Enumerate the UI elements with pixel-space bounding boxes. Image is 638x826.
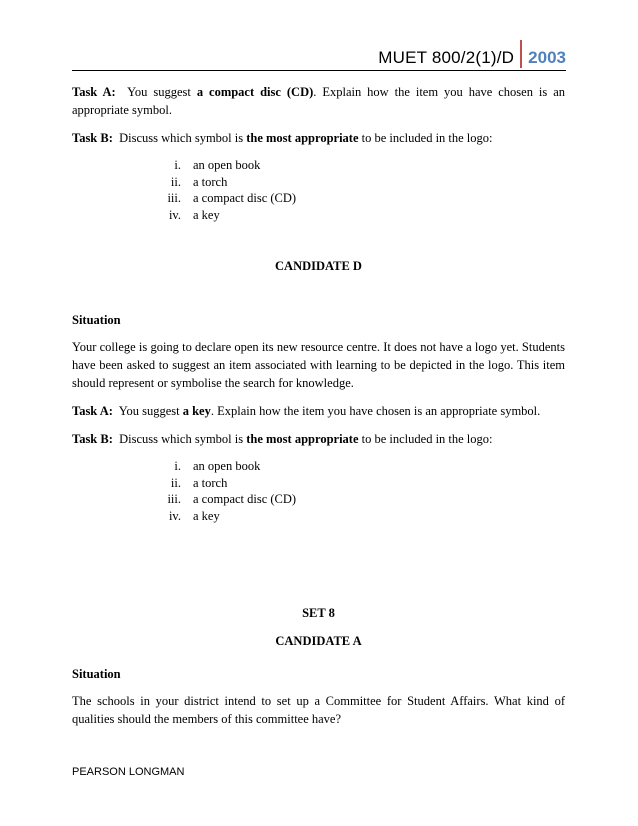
task-b-paragraph: Task B: Discuss which symbol is the most appropriate to be included in the logo: — [72, 131, 493, 145]
list-item: iv. a key — [168, 508, 220, 523]
set-heading: SET 8 — [302, 606, 335, 620]
page-header — [378, 40, 566, 68]
task-a-paragraph: Task A: You suggest a key. Explain how the item you have chosen is an appropriate symbol. — [72, 404, 541, 418]
exam-year: 2003 — [528, 48, 566, 67]
task-a-paragraph: Task A: You suggest a compact disc (CD). Explain how the item you have chosen is an appropriate symbol. — [72, 85, 565, 117]
task-b-paragraph: Task B: Discuss which symbol is the most appropriate to be included in the logo: — [72, 432, 493, 446]
list-item: i. an open book — [174, 459, 261, 473]
list-item: ii. a torch — [170, 174, 228, 189]
situation-label: Situation — [72, 667, 121, 681]
symbol-list — [72, 157, 565, 223]
candidate-a-heading: CANDIDATE A — [275, 634, 362, 648]
list-item: i. an open book — [174, 158, 261, 172]
page-content — [72, 83, 565, 728]
list-item: iv. a key — [168, 207, 220, 222]
header-rule — [72, 70, 566, 71]
situation-text: The schools in your district intend to set up a Committee for Student Affairs. What kind of qualities should the members of this committee have? — [72, 694, 565, 726]
list-item: iii. a compact disc (CD) — [167, 191, 297, 205]
list-item: ii. a torch — [170, 475, 228, 490]
exam-code: MUET 800/2(1)/D — [378, 48, 515, 67]
symbol-list — [72, 458, 565, 524]
situation-label: Situation — [72, 313, 121, 327]
page-footer: PEARSON LONGMAN — [72, 766, 185, 778]
list-item: iii. a compact disc (CD) — [167, 492, 297, 506]
situation-text: Your college is going to declare open its new resource centre. It does not have a logo yet. Students have been asked to suggest an item associated with learning to be depicted in the logo. This item should represent or symbolise the search for knowledge. — [72, 340, 565, 390]
candidate-d-heading: CANDIDATE D — [275, 259, 362, 273]
